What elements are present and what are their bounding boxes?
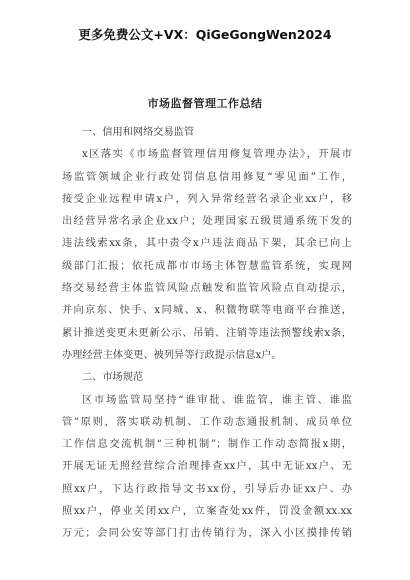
text-line: 管”原则，落实联动机制、工作动态通报机制、成员单位 (62, 416, 352, 428)
text-line: 级部门汇报；依托成都市市场主体智慧监管系统，实现网 (62, 260, 352, 272)
text-line: 二、市场规范 (82, 372, 144, 384)
text-line: 工作信息交流机制“三种机制”；制作工作动态简报x期， (62, 439, 352, 451)
text-line: 万元；会同公安等部门打击传销行为，深入小区摸排传销 (62, 528, 352, 540)
text-line: 场监管领域企业行政处罚信息信用修复“零见面”工作， (62, 171, 352, 183)
text-line: 并向京东、快手、x同城、x、积微物联等电商平台推送， (62, 305, 352, 317)
text-line: 照xx户，停业关闭xx户，立案查处xx件，罚没金额xx.xx (62, 506, 352, 518)
text-line: 络交易经营主体监管风险点触发和监管风险点自动提示， (62, 283, 352, 295)
text-line: 照xx户，下达行政指导文书xx份，引导后办证xx户、办 (62, 483, 352, 495)
text-line: 办理经营主体变更、被列异等行政提示信息x户。 (62, 349, 282, 361)
text-line: x区落实《市场监督管理信用修复管理办法》，开展市 (82, 149, 352, 161)
text-line: 一、信用和网络交易监管 (82, 127, 195, 138)
text-line: 出经营异常名录企业xx户；处理国家五级贯通系统下发的 (62, 216, 352, 228)
document-title: 市场监督管理工作总结 (147, 97, 263, 110)
watermark-header: 更多免费公文+VX：QiGeGongWen2024 (78, 27, 332, 42)
text-line: 累计推送变更未更新公示、吊销、注销等违法预警线索x条， (62, 327, 352, 339)
text-line: 违法线索xx条，其中责令x户违法商品下架，其余已向上 (62, 238, 352, 250)
text-line: 区市场监管局坚持“谁审批、谁监管，谁主管、谁监 (82, 394, 352, 406)
text-line: 接受企业远程申请x户，列入异常经营名录企业xx户，移 (62, 193, 352, 205)
text-line: 开展无证无照经营综合治理排查xx户，其中无证xx户、无 (62, 461, 352, 473)
document-body (62, 122, 352, 546)
